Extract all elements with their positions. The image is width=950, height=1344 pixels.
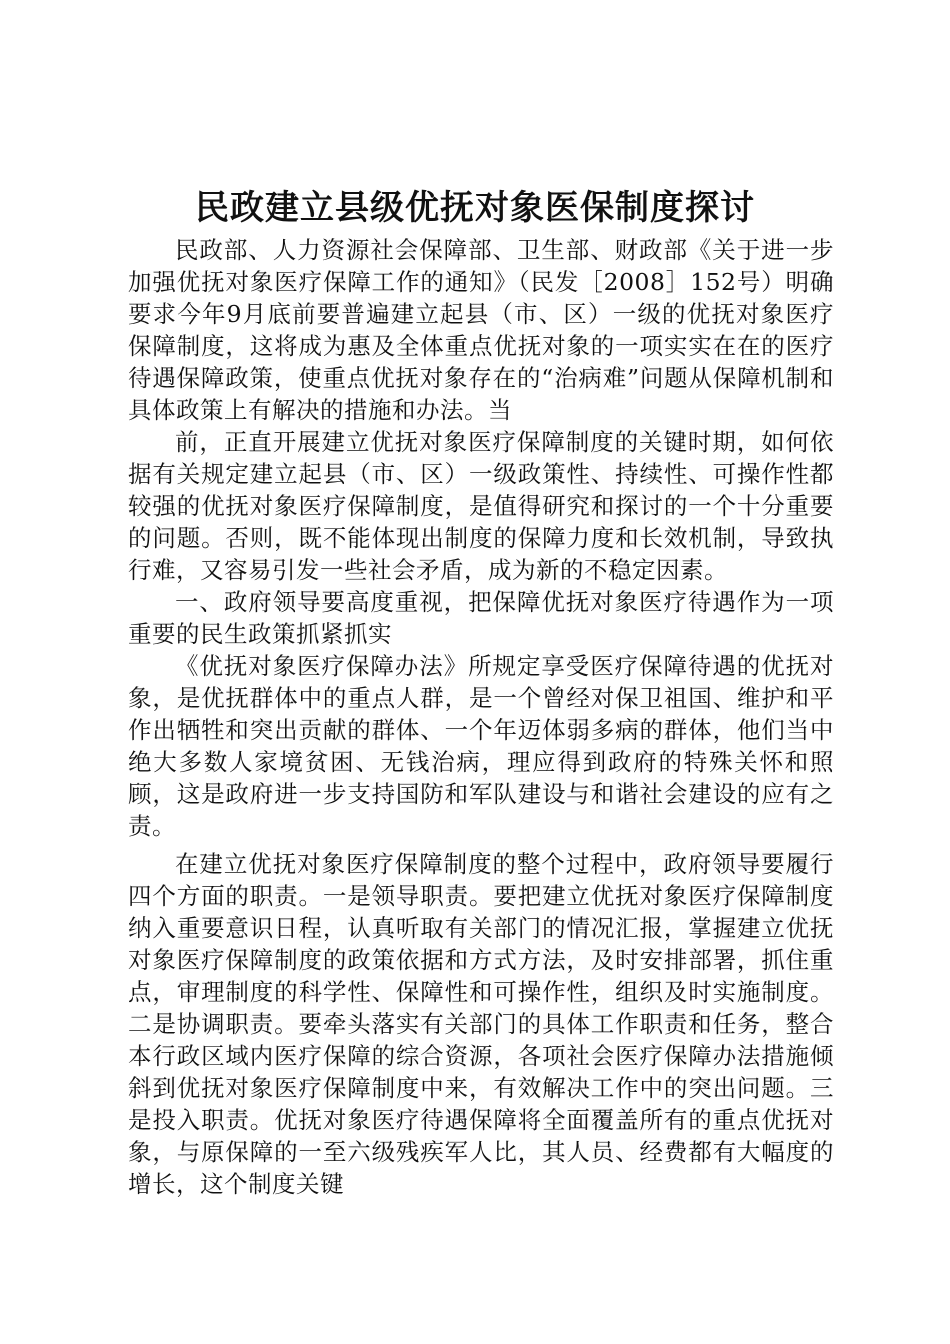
paragraph-responsibilities: 在建立优抚对象医疗保障制度的整个过程中，政府领导要履行四个方面的职责。一是领导职责。要把建立优抚对象医疗保障制度纳入重要意识日程，认真听取有关部门的情况汇报，掌握建立优抚对象医疗保障制度的政策依据和方式方法，及时安排部署，抓住重点，审理制度的科学性、保障性和可操作性，组织及时实施制度。二是协调职责。要牵头落实有关部门的具体工作职责和任务，整合本行政区域内医疗保障的综合资源，各项社会医疗保障办法措施倾斜到优抚对象医疗保障制度中来，有效解决工作中的突出问题。三是投入职责。优抚对象医疗待遇保障将全面覆盖所有的重点优抚对象，与原保障的一至六级残疾军人比，其人员、经费都有大幅度的增长，这个制度关键 — [128, 850, 834, 1198]
paragraph-eligibility: 《优抚对象医疗保障办法》所规定享受医疗保障待遇的优抚对象，是优抚群体中的重点人群，是一个曾经对保卫祖国、维护和平作出牺牲和突出贡献的群体、一个年迈体弱多病的群体，他们当中绝大多数人家境贫困、无钱治病，理应得到政府的特殊关怀和照顾，这是政府进一步支持国防和军队建设与和谐社会建设的应有之责。 — [128, 652, 834, 840]
document-title: 民政建立县级优抚对象医保制度探讨 — [195, 188, 755, 228]
paragraph-intro: 民政部、人力资源社会保障部、卫生部、财政部《关于进一步加强优抚对象医疗保障工作的通知》（民发［2008］152号）明确要求今年9月底前要普遍建立起县（市、区）一级的优抚对象医疗保障制度，这将成为惠及全体重点优抚对象的一项实实在在的医疗待遇保障政策，使重点优抚对象存在的“治病难”问题从保障机制和具体政策上有解决的措施和办法。当 — [128, 236, 834, 424]
section-heading-1: 一、政府领导要高度重视，把保障优抚对象医疗待遇作为一项重要的民生政策抓紧抓实 — [128, 588, 834, 648]
paragraph-background: 前，正直开展建立优抚对象医疗保障制度的关键时期，如何依据有关规定建立起县（市、区）一级政策性、持续性、可操作性都较强的优抚对象医疗保障制度，是值得研究和探讨的一个十分重要的问题。否则，既不能体现出制度的保障力度和长效机制，导致执行难，又容易引发一些社会矛盾，成为新的不稳定因素。 — [128, 428, 834, 584]
document-body — [128, 234, 834, 1200]
